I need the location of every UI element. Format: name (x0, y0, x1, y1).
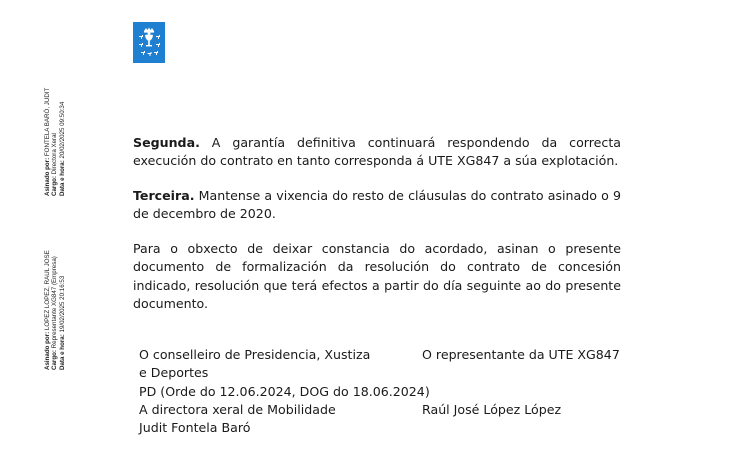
signatory-role-line: O conselleiro de Presidencia, Xustiza (139, 347, 371, 362)
date-label: Data e hora: (58, 160, 66, 196)
signature-block-conselleiro (139, 346, 430, 437)
signatory-title: O representante da UTE XG847 (422, 347, 620, 362)
signature-title-representante (422, 346, 620, 364)
position-value: Representante XG847 (Empresa) (51, 256, 59, 349)
position-label: Cargo: (51, 350, 59, 370)
signatory-name: Raúl José López López (422, 402, 562, 417)
signatory-name: Judit Fontela Baró (139, 420, 251, 436)
clause-heading: Terceira. (133, 188, 195, 203)
date-label: Data e hora: (58, 334, 66, 370)
delegation-note: PD (Orde do 12.06.2024, DOG do 18.06.2024) (139, 383, 430, 399)
signed-by-value: LOPEZ LOPEZ, RAUL JOSE (44, 250, 51, 331)
date-value: 20/02/2025 09:50:34 (58, 101, 66, 159)
position-label: Cargo: (51, 176, 59, 196)
clause-text: A garantía definitiva continuará respondendo da correcta execución do contrato en tanto corresponda á UTE XG847 a súa explotación. (133, 135, 621, 169)
side-signature-stamp-lopez (44, 250, 66, 370)
signatory-role-line: e Deportes (139, 365, 209, 381)
closing-paragraph: Para o obxecto de deixar constancia do acordado, asinan o presente documento de formalización da resolución do contrato de concesión indicado, resolución que terá efectos a partir do día seguinte ao do presente documento. (133, 241, 621, 311)
position-value: Directora Xeral (51, 133, 59, 175)
signature-name-representante (422, 401, 561, 419)
clause-terceira (133, 187, 621, 224)
signatory-title: A directora xeral de Mobilidade (139, 401, 336, 417)
clause-heading: Segunda. (133, 135, 200, 150)
signed-by-value: FONTELA BARÓ, JUDIT (44, 87, 51, 157)
signed-by-label: Asinado por: (44, 157, 51, 196)
xunta-coat-of-arms-logo (133, 22, 165, 63)
side-signature-stamp-fontela (44, 88, 66, 196)
date-value: 19/02/2025 20:16:53 (58, 275, 66, 333)
signed-by-label: Asinado por: (44, 331, 51, 370)
clause-text: Mantense a vixencia do resto de cláusulas do contrato asinado o 9 de decembro de 2020. (133, 188, 621, 222)
clause-segunda (133, 134, 621, 171)
